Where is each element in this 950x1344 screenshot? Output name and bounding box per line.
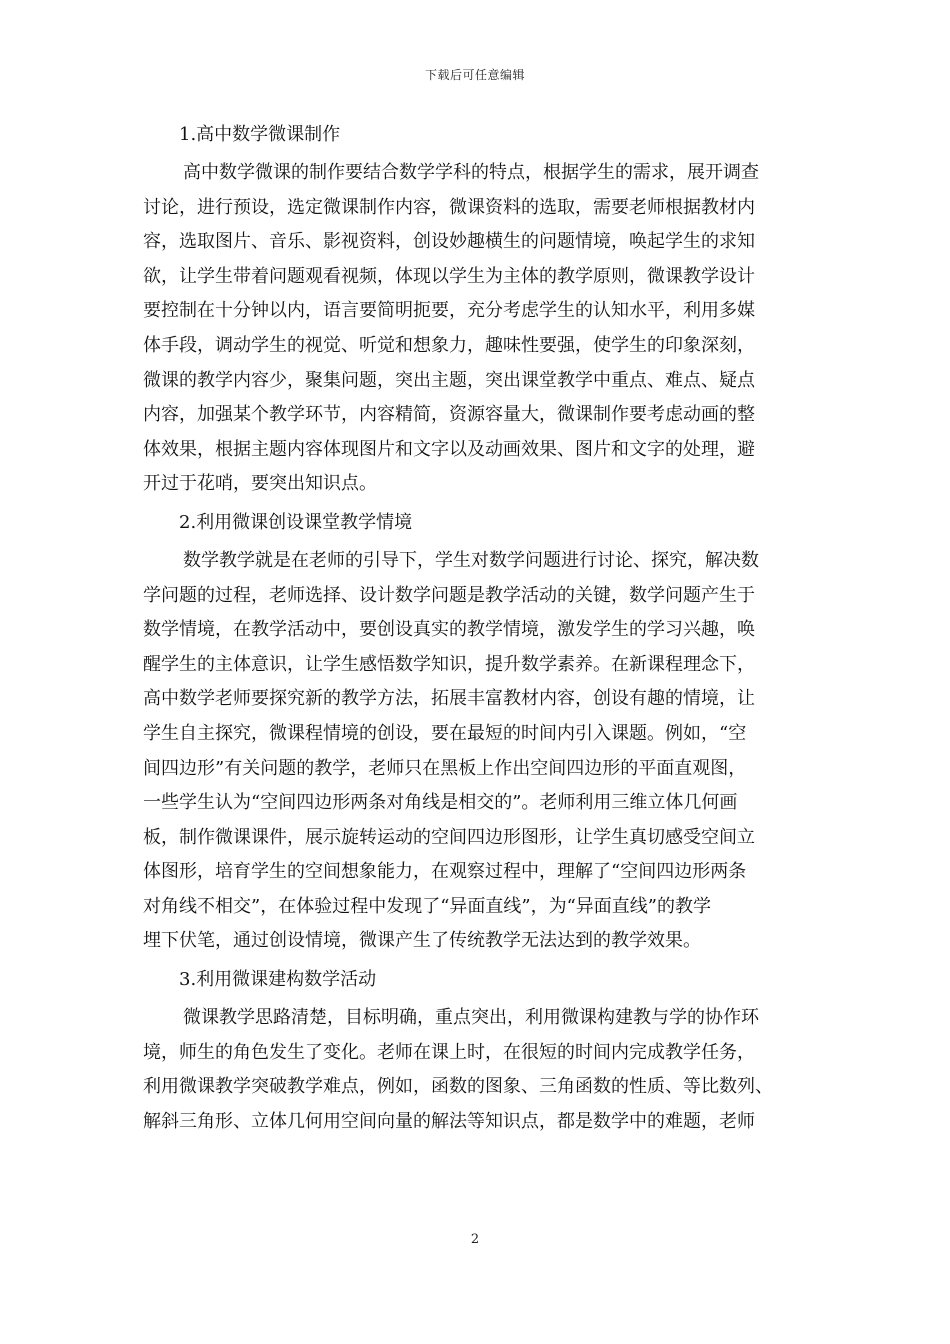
paragraph-line: 微课教学思路清楚，目标明确，重点突出，利用微课构建教与学的协作环 (183, 1007, 759, 1029)
paragraph-line: 数学教学就是在老师的引导下，学生对数学问题进行讨论、探究，解决数 (183, 549, 759, 571)
paragraph (143, 156, 815, 502)
paragraph-line: 利用微课教学突破教学难点，例如，函数的图象、三角函数的性质、等比数列、 (143, 1076, 773, 1098)
paragraph-line: 一些学生认为“空间四边形两条对角线是相交的”。老师利用三维立体几何画 (143, 792, 738, 814)
paragraph-line: 埋下伏笔，通过创设情境，微课产生了传统教学无法达到的教学效果。 (143, 930, 701, 952)
paragraph-line: 醒学生的主体意识，让学生感悟数学知识，提升数学素养。在新课程理念下， (143, 653, 755, 675)
paragraph-line: 内容，加强某个教学环节，内容精简，资源容量大，微课制作要考虑动画的整 (143, 404, 755, 426)
section-heading: 3.利用微课建构数学活动 (179, 969, 377, 991)
paragraph-line: 学问题的过程，老师选择、设计数学问题是教学活动的关键，数学问题产生于 (143, 584, 755, 606)
paragraph-line: 学生自主探究，微课程情境的创设，要在最短的时间内引入课题。例如，“空 (143, 722, 747, 744)
section-heading: 2.利用微课创设课堂教学情境 (179, 511, 413, 533)
paragraph-line: 讨论，进行预设，选定微课制作内容，微课资料的选取，需要老师根据教材内 (143, 196, 755, 218)
page-header: 下载后可任意编辑 (424, 68, 525, 82)
paragraph (143, 544, 815, 959)
paragraph-line: 开过于花哨，要突出知识点。 (143, 473, 377, 495)
paragraph-line: 间四边形”有关问题的教学，老师只在黑板上作出空间四边形的平面直观图， (143, 757, 747, 779)
paragraph-line: 高中数学微课的制作要结合数学学科的特点，根据学生的需求，展开调查 (183, 162, 759, 183)
paragraph-line: 板，制作微课课件，展示旋转运动的空间四边形图形，让学生真切感受空间立 (143, 826, 755, 848)
paragraph-line: 要控制在十分钟以内，语言要简明扼要，充分考虑学生的认知水平，利用多媒 (143, 300, 755, 322)
paragraph-line: 数学情境，在教学活动中，要创设真实的教学情境，激发学生的学习兴趣，唤 (143, 619, 755, 641)
paragraph-line: 欲，让学生带着问题观看视频，体现以学生为主体的教学原则，微课教学设计 (143, 265, 755, 287)
section-heading: 1.高中数学微课制作 (179, 124, 341, 145)
paragraph-line: 体效果，根据主题内容体现图片和文字以及动画效果、图片和文字的处理，避 (143, 438, 755, 460)
paragraph-line: 境，师生的角色发生了变化。老师在课上时，在很短的时间内完成教学任务， (143, 1041, 755, 1063)
paragraph-line: 容，选取图片、音乐、影视资料，创设妙趣横生的问题情境，唤起学生的求知 (143, 231, 755, 253)
paragraph-line: 微课的教学内容少，聚集问题，突出主题，突出课堂教学中重点、难点、疑点 (143, 369, 755, 391)
paragraph-line: 对角线不相交”，在体验过程中发现了“异面直线”，为“异面直线”的教学 (143, 895, 712, 917)
paragraph-line: 高中数学老师要探究新的教学方法，拓展丰富教材内容，创设有趣的情境，让 (143, 688, 755, 710)
page-number: 2 (470, 1232, 480, 1247)
document-body (143, 118, 815, 1143)
paragraph-line: 解斜三角形、立体几何用空间向量的解法等知识点，都是数学中的难题，老师 (143, 1110, 755, 1132)
paragraph-line: 体手段，调动学生的视觉、听觉和想象力，趣味性要强，使学生的印象深刻， (143, 334, 755, 356)
paragraph-line: 体图形，培育学生的空间想象能力，在观察过程中，理解了“空间四边形两条 (143, 861, 747, 883)
paragraph (143, 1001, 815, 1139)
